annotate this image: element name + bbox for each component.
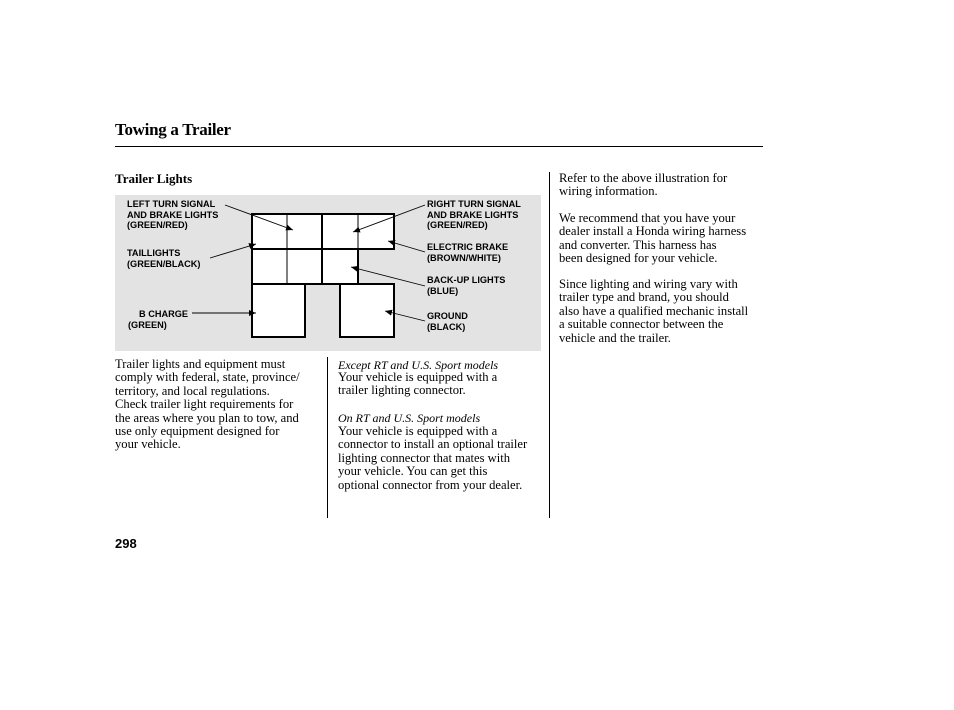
except-models-heading: Except RT and U.S. Sport models bbox=[338, 358, 499, 372]
col3-paragraph-3: Since lighting and wiring vary with trailer type and brand, you should also have a qualified mechanic install a suitable connector between the vehicle and the trailer. bbox=[559, 277, 749, 345]
page-number: 298 bbox=[115, 536, 137, 551]
label-electric-brake: ELECTRIC BRAKE (BROWN/WHITE) bbox=[427, 242, 509, 263]
col1-paragraph: Trailer lights and equipment must comply with federal, state, province/ territory, and local regulations. Check trailer light requirements for the areas where you plan to tow, and use only equipment designed for your vehicle. bbox=[115, 357, 300, 452]
on-models-heading: On RT and U.S. Sport models bbox=[338, 411, 481, 425]
section-heading: Trailer Lights bbox=[115, 171, 193, 186]
connector-pins bbox=[252, 214, 394, 337]
pin-electric-brake bbox=[322, 249, 358, 284]
col3-paragraph-1: Refer to the above illustration for wiring information. bbox=[559, 171, 728, 199]
label-b-charge: B CHARGE (GREEN) bbox=[128, 309, 189, 330]
label-taillights: TAILLIGHTS (GREEN/BLACK) bbox=[127, 248, 201, 269]
except-models-text: Your vehicle is equipped with a trailer lighting connector. bbox=[338, 370, 498, 398]
on-models-text: Your vehicle is equipped with a connector to install an optional trailer lighting connector that mates with your vehicle. You can get this optional connector from your dealer. bbox=[338, 424, 528, 492]
connector-diagram bbox=[115, 195, 541, 351]
column-divider-1 bbox=[327, 357, 328, 518]
pin-b-charge bbox=[252, 284, 305, 337]
leader-taillights bbox=[210, 244, 256, 258]
label-right-turn: RIGHT TURN SIGNAL AND BRAKE LIGHTS (GREEN/RED) bbox=[427, 199, 521, 230]
label-left-turn: LEFT TURN SIGNAL AND BRAKE LIGHTS (GREEN/RED) bbox=[127, 199, 219, 230]
label-backup: BACK-UP LIGHTS (BLUE) bbox=[427, 275, 506, 296]
pin-ground bbox=[340, 284, 394, 337]
page-title: Towing a Trailer bbox=[115, 120, 231, 139]
title-rule bbox=[115, 146, 763, 147]
label-ground: GROUND (BLACK) bbox=[427, 311, 468, 332]
col3-paragraph-2: We recommend that you have your dealer install a Honda wiring harness and converter. This harness has been designed for your vehicle. bbox=[559, 211, 747, 266]
column-divider-2 bbox=[549, 172, 550, 518]
